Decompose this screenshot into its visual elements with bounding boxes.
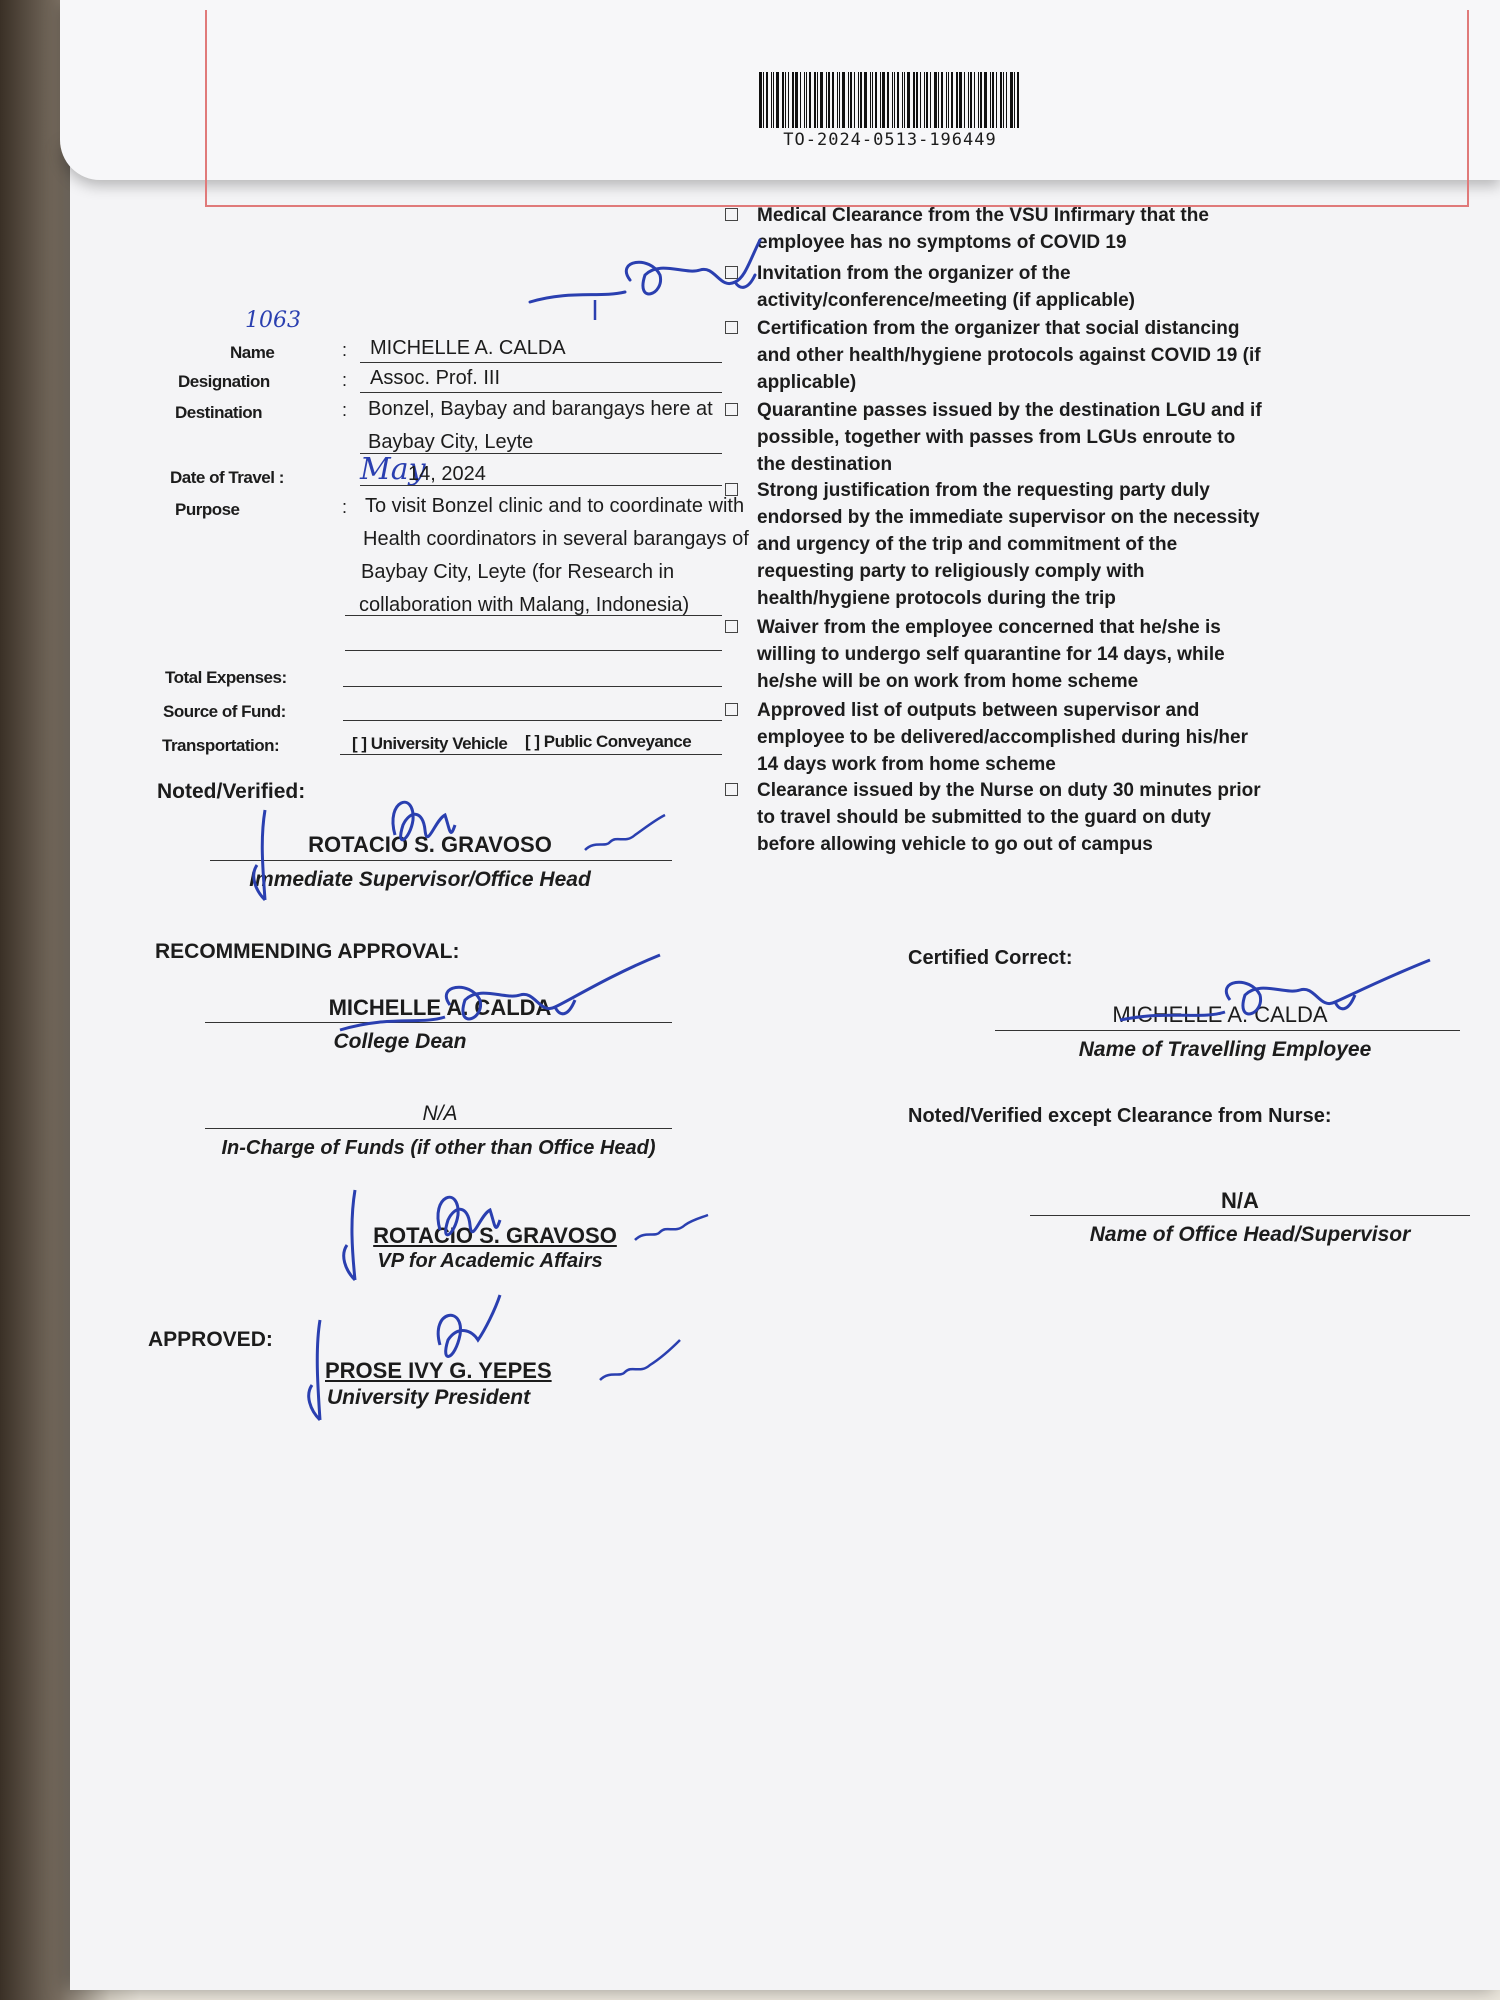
- barcode-bar: [941, 72, 943, 128]
- barcode-bar: [959, 72, 962, 128]
- barcode-bar: [872, 72, 873, 128]
- signature-calda-employee: [1110, 960, 1450, 1070]
- date-underline: [360, 485, 722, 486]
- president-title: University President: [327, 1386, 531, 1409]
- barcode-bar: [870, 72, 871, 128]
- signature-gravoso-noted: [245, 780, 665, 920]
- travel-order-form: [70, 150, 1500, 1990]
- destination-colon: :: [342, 400, 348, 420]
- employee-name: MICHELLE A. CALDA: [1112, 1002, 1328, 1027]
- barcode-bar: [826, 72, 827, 128]
- barcode-bar: [875, 72, 877, 128]
- employee-title: Name of Travelling Employee: [1078, 1038, 1372, 1061]
- transportation-underline: [340, 754, 722, 755]
- checkbox-7[interactable]: [725, 703, 738, 716]
- purpose-underline-2: [345, 650, 722, 651]
- barcode-bar: [795, 72, 798, 128]
- purpose-line-4: collaboration with Malang, Indonesia): [359, 594, 690, 616]
- nurse-clearance-heading: Noted/Verified except Clearance from Nurse:: [908, 1105, 1332, 1127]
- barcode-number: TO-2024-0513-196449: [783, 130, 997, 150]
- barcode-bar: [1010, 72, 1013, 128]
- barcode-bar: [854, 72, 855, 128]
- president-name: PROSE IVY G. YEPES: [325, 1358, 552, 1383]
- barcode-bar: [996, 72, 997, 128]
- control-number-handwritten: 1063: [245, 308, 301, 333]
- barcode-bar: [990, 72, 991, 128]
- barcode-bar: [1006, 72, 1007, 128]
- barcode-bar: [806, 72, 807, 128]
- dean-name: MICHELLE A. CALDA: [328, 995, 552, 1020]
- barcode-bar: [850, 72, 852, 128]
- source-of-fund-underline: [343, 720, 722, 721]
- barcode-bar: [809, 72, 811, 128]
- name-underline: [360, 362, 722, 363]
- barcode-bar: [880, 72, 881, 128]
- barcode-bar: [814, 72, 816, 128]
- barcode-bar: [771, 72, 772, 128]
- signature-yepes-president: [300, 1290, 720, 1440]
- barcode-bar: [946, 72, 947, 128]
- supervisor-name: ROTACIO S. GRAVOSO: [308, 832, 552, 857]
- barcode-bar: [882, 72, 885, 128]
- barcode-bar: [897, 72, 899, 128]
- barcode-bar: [924, 72, 925, 128]
- barcode-bar: [916, 72, 918, 128]
- name-colon: :: [342, 340, 348, 360]
- checklist-item-4[interactable]: Quarantine passes issued by the destination LGU and if possible, together with passes from LGUs enroute to the destination: [725, 397, 1265, 478]
- checklist-item-5[interactable]: Strong justification from the requesting party duly endorsed by the immediate supervisor on the necessity and urgency of the trip and commitment of the requesting party to religiously comply with health/hygiene protocols during the trip: [725, 477, 1265, 612]
- barcode-bar: [788, 72, 789, 128]
- purpose-colon: :: [342, 497, 348, 517]
- barcode-bar: [894, 72, 895, 128]
- signature-calda-dean: [330, 955, 690, 1065]
- barcode-bar: [817, 72, 818, 128]
- destination-label: Destination: [175, 403, 263, 422]
- barcode-bar: [1003, 72, 1004, 128]
- barcode-bar: [1017, 72, 1019, 128]
- total-expenses-label: Total Expenses:: [165, 668, 287, 687]
- funds-in-charge-name: N/A: [422, 1102, 458, 1125]
- office-head-title: Name of Office Head/Supervisor: [1089, 1223, 1411, 1246]
- certified-correct-heading: Certified Correct:: [908, 947, 1073, 969]
- funds-in-charge-title: In-Charge of Funds (if other than Office Head): [221, 1137, 656, 1159]
- signature-calda-top: [510, 220, 790, 340]
- barcode-bar: [956, 72, 958, 128]
- checkbox-5[interactable]: [725, 483, 738, 496]
- purpose-underline-1: [345, 615, 722, 616]
- barcode-bar: [913, 72, 915, 128]
- transport-option-university-vehicle[interactable]: [ ] University Vehicle: [352, 734, 508, 753]
- checklist-item-6[interactable]: Waiver from the employee concerned that he/she is willing to undergo self quarantine for 14 days, while he/she will be on work from home scheme: [725, 614, 1265, 695]
- barcode-bar: [864, 72, 867, 128]
- barcode-bar: [828, 72, 830, 128]
- barcode-bar: [858, 72, 859, 128]
- barcode-bar: [887, 72, 889, 128]
- barcode-bar: [1014, 72, 1015, 128]
- date-of-travel-label: Date of Travel :: [170, 468, 284, 487]
- transport-option-public-conveyance[interactable]: [ ] Public Conveyance: [525, 732, 692, 751]
- barcode-bar: [848, 72, 849, 128]
- barcode-bar: [992, 72, 994, 128]
- approved-heading: APPROVED:: [148, 1328, 273, 1351]
- vp-name: ROTACIO S. GRAVOSO: [373, 1223, 617, 1248]
- destination-value-line2: Baybay City, Leyte: [368, 431, 534, 453]
- barcode-bar: [920, 72, 921, 128]
- barcode-bar: [948, 72, 949, 128]
- barcode-bar: [907, 72, 910, 128]
- barcode-block: [680, 72, 1100, 150]
- barcode-bar: [970, 72, 972, 128]
- total-expenses-underline: [343, 686, 722, 687]
- funds-sign-line: [205, 1128, 672, 1129]
- signature-gravoso-vp: [330, 1170, 710, 1290]
- barcode-bar: [984, 72, 987, 128]
- barcode-bar: [904, 72, 905, 128]
- barcode-bar: [759, 72, 762, 128]
- requirements-checklist: [725, 202, 1285, 922]
- designation-label: Designation: [178, 372, 270, 391]
- checklist-item-8[interactable]: Clearance issued by the Nurse on duty 30 minutes prior to travel should be submitted to the guard on duty before allowing vehicle to go out of campus: [725, 777, 1265, 858]
- transportation-label: Transportation:: [162, 736, 280, 755]
- barcode-bar: [968, 72, 969, 128]
- checklist-item-1[interactable]: Medical Clearance from the VSU Infirmary that the employee has no symptoms of COVID 19: [725, 202, 1265, 256]
- office-head-sign-line: [1030, 1215, 1470, 1216]
- barcode-bar: [1000, 72, 1002, 128]
- checklist-item-3[interactable]: Certification from the organizer that social distancing and other health/hygiene protocols against COVID 19 (if applicable): [725, 315, 1265, 396]
- date-month-handwritten: May: [360, 452, 426, 487]
- purpose-line-3: Baybay City, Leyte (for Research in: [361, 561, 675, 583]
- barcode-bar: [785, 72, 786, 128]
- barcode-bar: [773, 72, 774, 128]
- barcode-bar: [766, 72, 768, 128]
- vp-title: VP for Academic Affairs: [377, 1250, 603, 1272]
- attached-top-sheet: [60, 0, 1500, 180]
- supervisor-title: Immediate Supervisor/Office Head: [249, 868, 591, 891]
- checkbox-4[interactable]: [725, 403, 738, 416]
- barcode-bar: [974, 72, 975, 128]
- checklist-item-2[interactable]: Invitation from the organizer of the activity/conference/meeting (if applicable): [725, 260, 1265, 314]
- barcode-bar: [782, 72, 784, 128]
- checkbox-8[interactable]: [725, 783, 738, 796]
- designation-underline: [360, 392, 722, 393]
- office-head-name: N/A: [1221, 1188, 1259, 1213]
- barcode-bar: [926, 72, 928, 128]
- barcode-bar: [964, 72, 965, 128]
- barcode-bar: [892, 72, 893, 128]
- barcode-bar: [832, 72, 834, 128]
- barcode-bars: [680, 72, 1100, 128]
- barcode-bar: [978, 72, 979, 128]
- barcode-bar: [837, 72, 838, 128]
- barcode-bar: [980, 72, 982, 128]
- purpose-line-1: To visit Bonzel clinic and to coordinate with: [365, 495, 745, 517]
- designation-colon: :: [342, 370, 348, 390]
- checklist-item-7[interactable]: Approved list of outputs between supervisor and employee to be delivered/accomplished during his/her 14 days work from home scheme: [725, 697, 1265, 778]
- designation-value: Assoc. Prof. III: [370, 367, 501, 389]
- name-value: MICHELLE A. CALDA: [370, 337, 566, 359]
- barcode-bar: [902, 72, 903, 128]
- barcode-bar: [839, 72, 840, 128]
- barcode-bar: [951, 72, 953, 128]
- barcode-bar: [934, 72, 937, 128]
- date-of-travel-value: 14, 2024: [408, 463, 486, 485]
- barcode-bar: [938, 72, 939, 128]
- name-label: Name: [230, 343, 275, 362]
- barcode-bar: [792, 72, 794, 128]
- barcode-bar: [776, 72, 779, 128]
- purpose-label: Purpose: [175, 500, 240, 519]
- barcode-bar: [842, 72, 845, 128]
- recommending-approval-heading: RECOMMENDING APPROVAL:: [155, 940, 460, 963]
- barcode-bar: [820, 72, 823, 128]
- destination-value-line1: Bonzel, Baybay and barangays here at: [368, 398, 713, 420]
- dean-title: College Dean: [333, 1030, 467, 1053]
- purpose-line-2: Health coordinators in several barangays of: [363, 528, 749, 550]
- barcode-bar: [800, 72, 801, 128]
- barcode-bar: [930, 72, 931, 128]
- barcode-bar: [763, 72, 764, 128]
- barcode-bar: [860, 72, 862, 128]
- noted-verified-heading: Noted/Verified:: [157, 780, 306, 803]
- source-of-fund-label: Source of Fund:: [163, 702, 286, 721]
- checkbox-6[interactable]: [725, 620, 738, 633]
- barcode-bar: [804, 72, 805, 128]
